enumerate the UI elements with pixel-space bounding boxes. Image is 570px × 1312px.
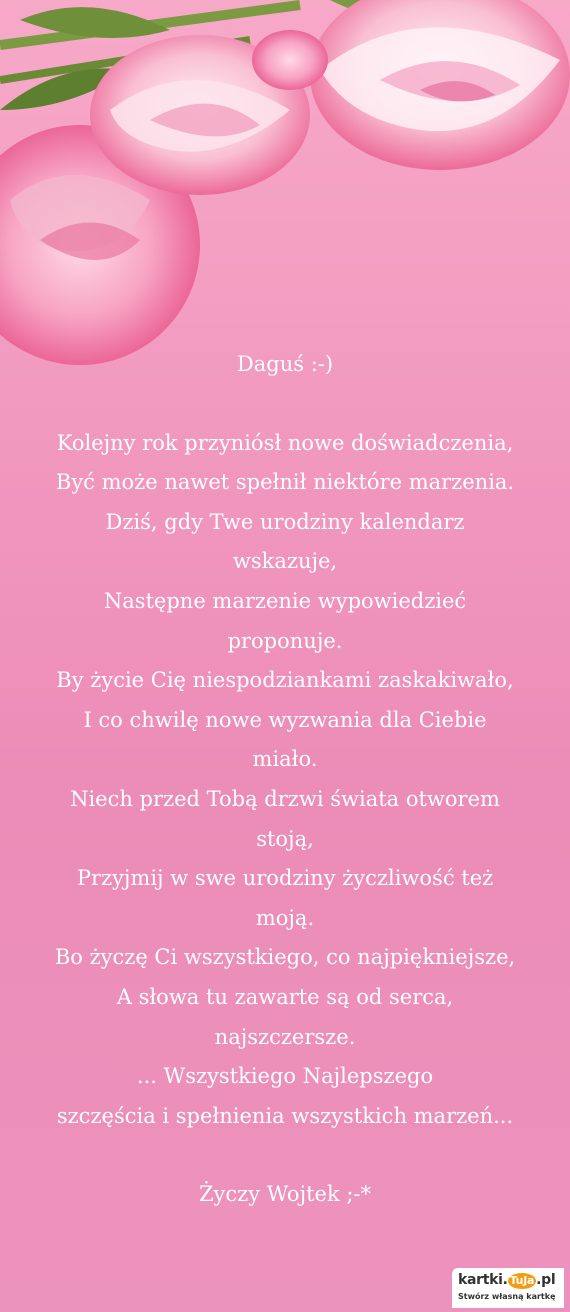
- message-line: wskazuje,: [232, 549, 338, 574]
- message-line: Niech przed Tobą drzwi świata otworem: [70, 786, 500, 811]
- logo-tagline: Stwórz własną kartkę: [458, 1292, 556, 1301]
- message-line: By życie Cię niespodziankami zaskakiwało,: [56, 668, 514, 693]
- rose-bouquet-icon: [0, 0, 570, 390]
- message-line: moją.: [255, 905, 315, 930]
- message-line: stoją,: [256, 826, 314, 851]
- greeting-line: Daguś :-): [236, 352, 334, 376]
- message-line: Przyjmij w swe urodziny życzliwość też: [76, 866, 494, 891]
- message-line: ... Wszystkiego Najlepszego: [136, 1064, 434, 1089]
- message-line: I co chwilę nowe wyzwania dla Ciebie: [83, 707, 487, 732]
- message-line: miało.: [252, 747, 318, 772]
- message-line: Kolejny rok przyniósł nowe doświadczenia,: [56, 430, 514, 455]
- logo-badge: TuJa: [509, 1274, 535, 1287]
- message-line: Bo życzę Ci wszystkiego, co najpiękniejsze,: [54, 945, 516, 970]
- signature-line: Życzy Wojtek ;-*: [198, 1182, 372, 1207]
- message-line: proponuje.: [227, 628, 343, 653]
- message-line: szczęścia i spełnienia wszystkich marzeń...: [56, 1103, 514, 1128]
- logo-brand: kartki. TuJa .pl: [458, 1272, 556, 1288]
- kartki-tuja-logo[interactable]: [452, 1268, 564, 1308]
- message-line: Następne marzenie wypowiedzieć: [103, 588, 467, 613]
- message-line: Być może nawet spełnił niektóre marzenia.: [55, 470, 515, 495]
- message-line: A słowa tu zawarte są od serca,: [116, 984, 454, 1009]
- message-line: najszczersze.: [214, 1024, 356, 1049]
- message-line: Dziś, gdy Twe urodziny kalendarz: [105, 509, 465, 534]
- card-message: [30, 345, 540, 1215]
